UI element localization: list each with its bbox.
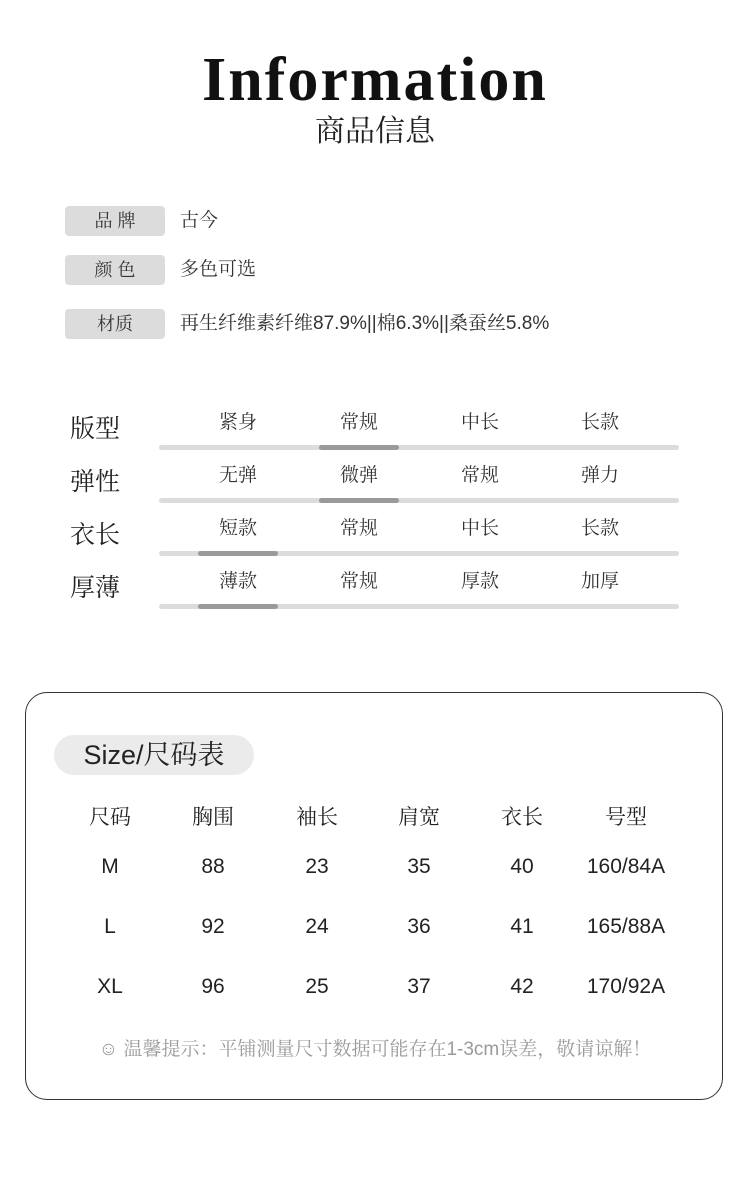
scale-label: 版型	[70, 415, 121, 443]
table-cell: 35	[407, 855, 431, 878]
scale-selected-mark	[319, 445, 399, 450]
scale-option: 薄款	[218, 571, 257, 592]
size-table-title: Size/尺码表	[54, 735, 254, 775]
scale-track	[159, 498, 679, 503]
table-header-cell: 尺码	[89, 806, 131, 829]
table-header-cell: 胸围	[192, 806, 234, 829]
size-note-text: 温馨提示：平铺测量尺寸数据可能存在1-3cm误差，敬请谅解！	[123, 1039, 652, 1060]
scale-option: 长款	[580, 518, 619, 539]
info-label: 材质	[65, 309, 165, 339]
info-value: 古今	[180, 210, 219, 231]
scale-row	[0, 462, 750, 512]
scale-label: 厚薄	[70, 574, 121, 602]
table-cell: 23	[305, 855, 329, 878]
scale-option: 加厚	[580, 571, 619, 592]
info-value: 再生纤维素纤维87.9%||棉6.3%||桑蚕丝5.8%	[180, 313, 550, 334]
scale-option: 紧身	[218, 412, 257, 433]
table-cell: 25	[305, 975, 329, 998]
info-label: 品 牌	[65, 206, 165, 236]
table-cell: L	[104, 915, 116, 938]
scale-label: 衣长	[70, 521, 121, 549]
scale-selected-mark	[198, 604, 278, 609]
scale-option: 常规	[339, 412, 378, 433]
table-cell: XL	[97, 975, 123, 998]
table-cell: 92	[201, 915, 225, 938]
scale-option: 厚款	[460, 571, 499, 592]
scale-option: 无弹	[218, 465, 257, 486]
title-cn: 商品信息	[315, 115, 435, 148]
scale-option: 常规	[460, 465, 499, 486]
scale-row	[0, 568, 750, 618]
size-table-box	[25, 692, 723, 1100]
scale-option: 常规	[339, 518, 378, 539]
table-cell: 165/88A	[586, 915, 666, 938]
title-en: Information	[202, 46, 548, 114]
smile-icon: ☺	[98, 1039, 119, 1060]
scale-option: 中长	[460, 518, 499, 539]
scale-selected-mark	[198, 551, 278, 556]
info-label: 颜 色	[65, 255, 165, 285]
scale-option: 中长	[460, 412, 499, 433]
scale-option: 长款	[580, 412, 619, 433]
table-cell: 24	[305, 915, 329, 938]
table-header-cell: 号型	[605, 806, 647, 829]
table-cell: 41	[510, 915, 534, 938]
table-cell: 96	[201, 975, 225, 998]
table-cell: 37	[407, 975, 431, 998]
scale-label: 弹性	[70, 468, 121, 496]
scale-option: 弹力	[580, 465, 619, 486]
scale-track	[159, 445, 679, 450]
scale-option: 常规	[339, 571, 378, 592]
table-cell: M	[101, 855, 119, 878]
table-cell: 88	[201, 855, 225, 878]
table-header-cell: 袖长	[296, 806, 338, 829]
scale-row	[0, 515, 750, 565]
table-cell: 170/92A	[586, 975, 666, 998]
scale-option: 微弹	[339, 465, 378, 486]
scale-row	[0, 409, 750, 459]
size-note	[26, 1035, 724, 1065]
table-cell: 42	[510, 975, 534, 998]
info-value: 多色可选	[180, 259, 257, 280]
table-header-cell: 衣长	[501, 806, 543, 829]
table-cell: 160/84A	[586, 855, 666, 878]
scale-selected-mark	[319, 498, 399, 503]
table-cell: 40	[510, 855, 534, 878]
table-cell: 36	[407, 915, 431, 938]
scale-option: 短款	[218, 518, 257, 539]
table-header-cell: 肩宽	[398, 806, 440, 829]
